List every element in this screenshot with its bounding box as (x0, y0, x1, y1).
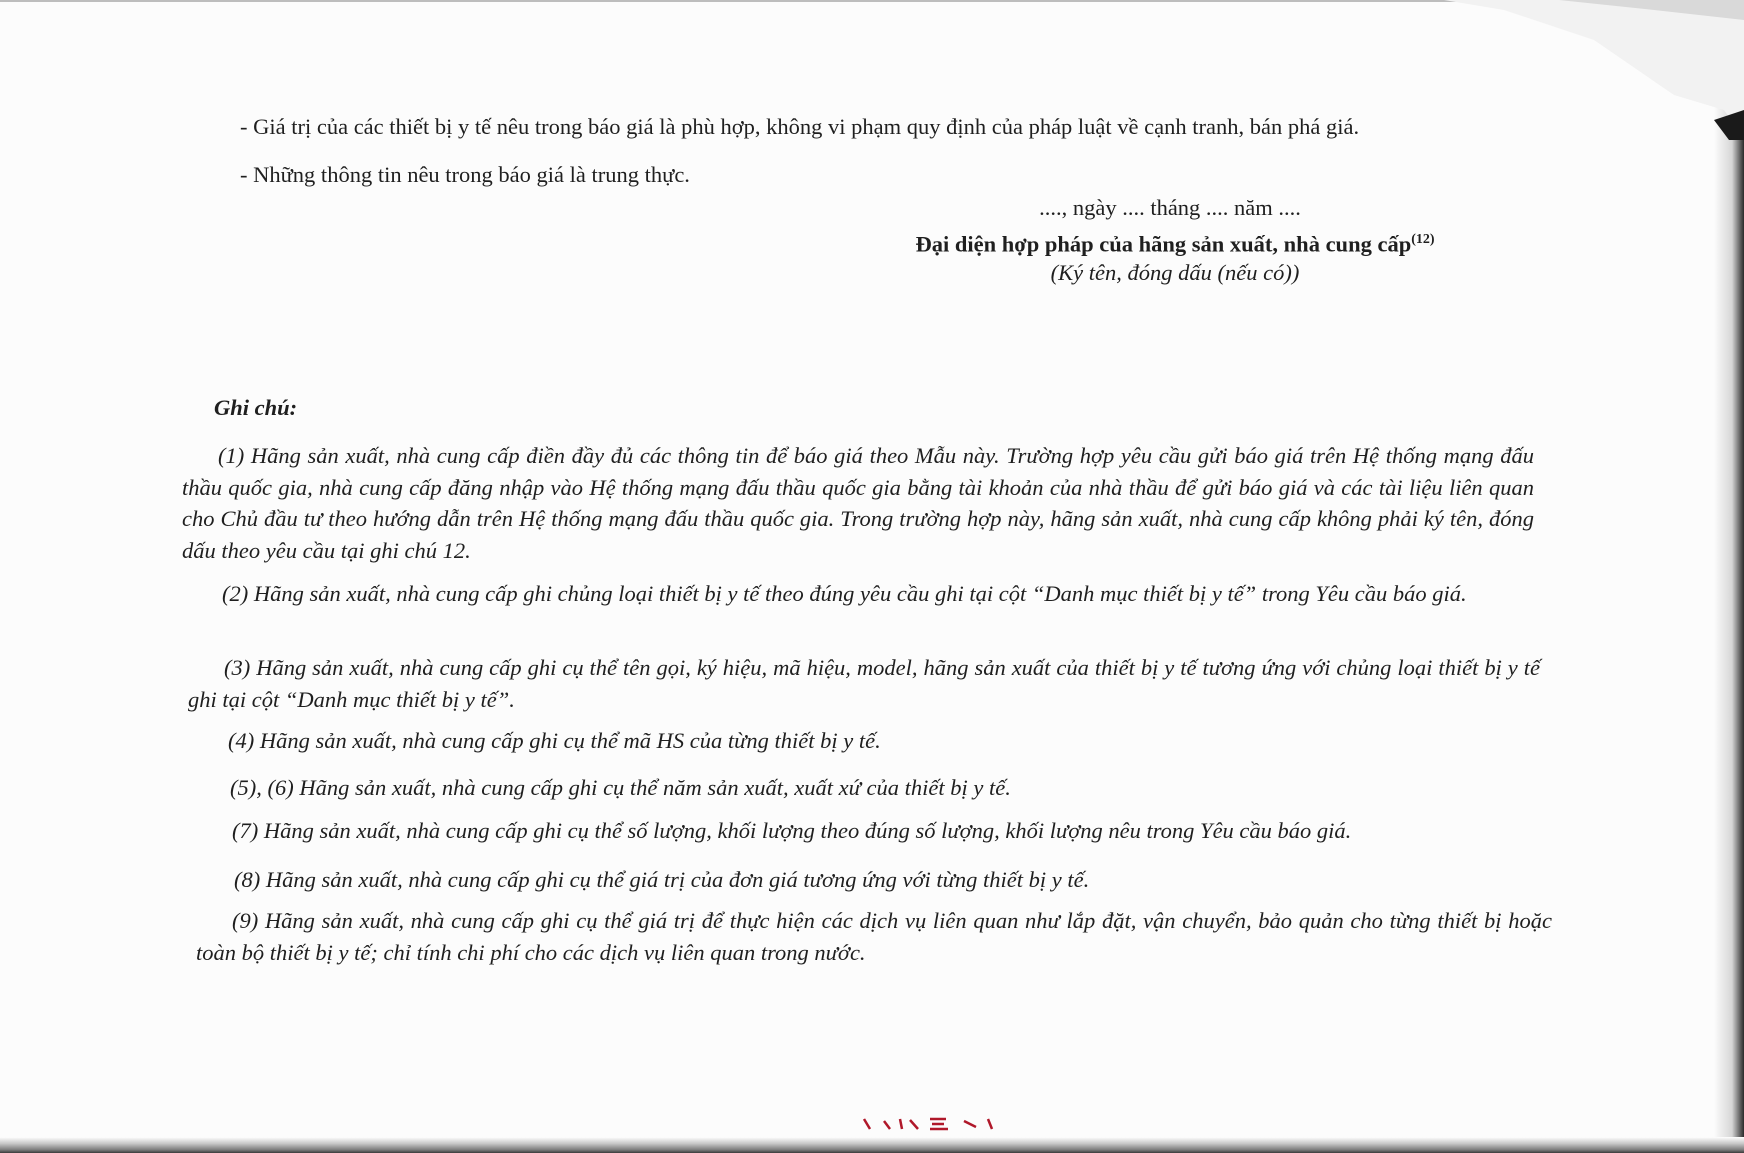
stamp-fragment (860, 1117, 1060, 1131)
note-item-1: (1) Hãng sản xuất, nhà cung cấp điền đầy đủ các thông tin để báo giá theo Mẫu này. Trường hợp yêu cầu gửi báo giá trên Hệ thống mạng đấu thầu quốc gia, nhà cung cấp đăng nhập vào Hệ thống mạng đấu thầu quốc gia bằng tài khoản của nhà thầu để gửi báo giá và các tài liệu liên quan cho Chủ đầu tư theo hướng dẫn trên Hệ thống mạng đấu thầu quốc gia. Trong trường hợp này, hãng sản xuất, nhà cung cấp không phải ký tên, đóng dấu theo yêu cầu tại ghi chú 12. (182, 443, 1534, 563)
note-item-3: (3) Hãng sản xuất, nhà cung cấp ghi cụ thể tên gọi, ký hiệu, mã hiệu, model, hãng sản xuất của thiết bị y tế tương ứng với chủng loại thiết bị y tế ghi tại cột “Danh mục thiết bị y tế”. (188, 655, 1540, 712)
scan-bottom-edge (0, 1137, 1744, 1153)
signature-instruction: (Ký tên, đóng dấu (nếu có)) (1050, 260, 1300, 285)
signature-date-line: ...., ngày .... tháng .... năm .... (1039, 195, 1301, 220)
note-item-4: (4) Hãng sản xuất, nhà cung cấp ghi cụ thể mã HS của từng thiết bị y tế. (228, 728, 881, 753)
notes-heading: Ghi chú: (214, 395, 298, 420)
note-item-2: (2) Hãng sản xuất, nhà cung cấp ghi chủng loại thiết bị y tế theo đúng yêu cầu ghi tại cột “Danh mục thiết bị y tế” trong Yêu cầu báo giá. (222, 581, 1467, 606)
signature-title-ref: (12) (1411, 232, 1435, 247)
note-item-5-6: (5), (6) Hãng sản xuất, nhà cung cấp ghi cụ thể năm sản xuất, xuất xứ của thiết bị y tế. (230, 775, 1011, 800)
scan-corner-shadow (1444, 0, 1744, 140)
statement-price-compliance: - Giá trị của các thiết bị y tế nêu trong báo giá là phù hợp, không vi phạm quy định của pháp luật về cạnh tranh, bán phá giá. (240, 114, 1360, 139)
note-item-9: (9) Hãng sản xuất, nhà cung cấp ghi cụ thể giá trị để thực hiện các dịch vụ liên quan như lắp đặt, vận chuyển, bảo quản cho từng thiết bị hoặc toàn bộ thiết bị y tế; chỉ tính chi phí cho các dịch vụ liên quan trong nước. (196, 908, 1552, 965)
note-item-8: (8) Hãng sản xuất, nhà cung cấp ghi cụ thể giá trị của đơn giá tương ứng với từng thiết bị y tế. (234, 867, 1090, 892)
note-item-7: (7) Hãng sản xuất, nhà cung cấp ghi cụ thể số lượng, khối lượng theo đúng số lượng, khối lượng nêu trong Yêu cầu báo giá. (232, 818, 1352, 843)
signature-title (860, 225, 1490, 260)
scan-right-edge (1714, 0, 1744, 1153)
signature-title-text: Đại diện hợp pháp của hãng sản xuất, nhà cung cấp (915, 231, 1412, 257)
statement-truthful-info: - Những thông tin nêu trong báo giá là trung thực. (240, 162, 690, 187)
